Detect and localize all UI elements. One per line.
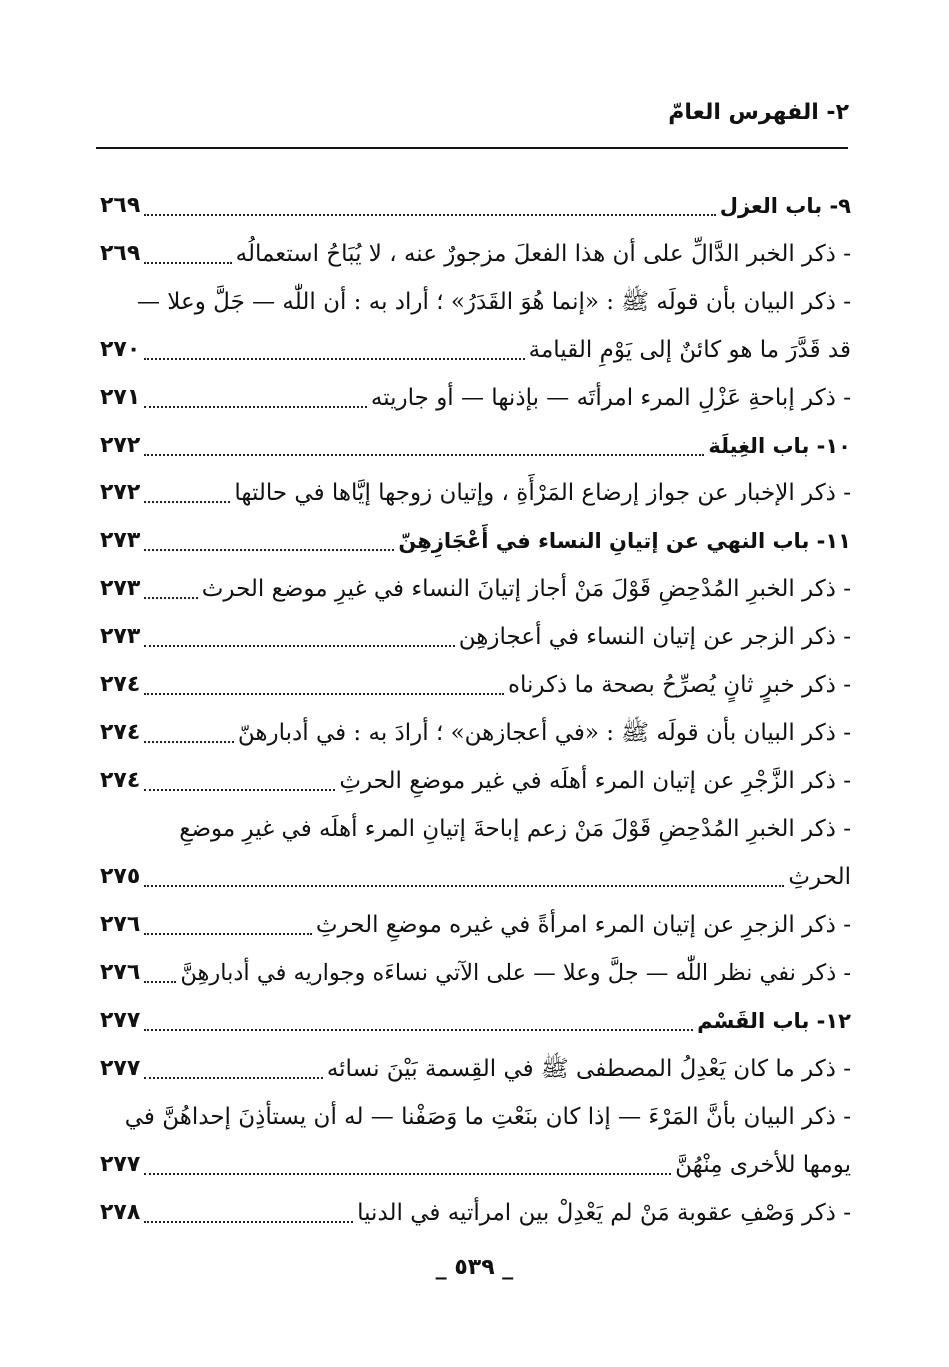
entry-page-number: ٢٧٣ <box>100 576 141 601</box>
chapter-heading: ١٠- باب الغِيلَة <box>708 434 851 458</box>
entry-page-number: ٢٧٧ <box>100 1152 141 1177</box>
dot-leader <box>144 213 715 216</box>
dot-leader <box>144 1076 323 1079</box>
entry-text: - ذكر البيان بأن قولَه ﷺ : «في أعجازهن» ؛ أرادَ به : في أدبارهنّ <box>237 720 851 746</box>
entry-page-number: ٢٧٤ <box>100 768 141 793</box>
index-entry-row <box>100 759 851 803</box>
entry-text: - ذكر إباحةِ عَزْلِ المرء امرأتَه — بإذنها — أو جاريته <box>370 385 851 411</box>
entry-text: يومها للأخرى مِنْهُنَّ <box>675 1152 851 1178</box>
index-entry-row <box>100 1143 851 1187</box>
dot-leader <box>144 405 367 408</box>
dot-leader <box>144 884 784 887</box>
entry-page-number: ٢٦٩ <box>100 241 141 266</box>
entry-text: - ذكر الخبر الدَّالِّ على أن هذا الفعلَ مزجورٌ عنه ، لا يُبَاحُ استعمالُه <box>235 241 851 267</box>
index-entry-row <box>100 807 851 851</box>
entry-page-number: ٢٧٨ <box>100 1200 141 1225</box>
entry-text: - ذكر الإخبار عن جواز إرضاع المَرْأَةِ ، وإتيان زوجها إيَّاها في حالتها <box>234 480 851 506</box>
entry-page-number: ٢٦٩ <box>100 193 141 218</box>
dot-leader <box>144 548 394 551</box>
running-header: ٢- الفهرس العامّ <box>668 100 849 125</box>
entry-text: - ذكر خبرٍ ثانٍ يُصرِّحُ بصحة ما ذكرناه <box>507 672 851 698</box>
entry-page-number: ٢٧٣ <box>100 528 141 553</box>
entry-text: - ذكر الزجرِ عن إتيان المرء امرأةً في غيره موضعِ الحرثِ <box>315 912 851 938</box>
index-entry-row <box>100 663 851 707</box>
page-number: _ ٥٣٩ _ <box>435 1255 514 1280</box>
chapter-heading: ١١- باب النهي عن إتيانِ النساء في أَعْجَازِهِنّ <box>398 529 851 553</box>
entry-page-number: ٢٧٦ <box>100 960 141 985</box>
entry-page-number: ٢٧٧ <box>100 1056 141 1081</box>
dot-leader <box>144 692 504 695</box>
entry-page-number: ٢٧٦ <box>100 912 141 937</box>
dot-leader <box>144 1220 353 1223</box>
entry-page-number: ٢٧٣ <box>100 624 141 649</box>
chapter-heading: ١٢- باب القَسْم <box>697 1009 851 1033</box>
dot-leader <box>144 453 704 456</box>
index-entry-row <box>100 711 851 755</box>
dot-leader <box>144 1172 671 1175</box>
entry-text: قد قَدَّرَ ما هو كائنٌ إلى يَوْمِ القيامة <box>528 337 851 363</box>
entry-page-number: ٢٧١ <box>100 385 141 410</box>
dot-leader <box>144 500 230 503</box>
dot-leader <box>144 357 524 360</box>
chapter-heading-row <box>100 424 851 468</box>
entry-text: - ذكر نفي نظر اللّٰه — جلَّ وعلا — على الآتي نساءَه وجواريه في أدبارهِنَّ <box>180 960 851 986</box>
index-entry-row <box>100 232 851 276</box>
dot-leader <box>144 644 454 647</box>
dot-leader <box>144 932 312 935</box>
entry-text: - ذكر الخبرِ المُدْحِضِ قَوْلَ مَنْ زعم إباحةَ إتيانِ المرء أهلَه في غيرِ موضعِ <box>179 816 851 842</box>
index-entry-row <box>100 1191 851 1235</box>
entry-page-number: ٢٧٢ <box>100 433 141 458</box>
index-entry-row <box>100 376 851 420</box>
entry-text: - ذكر ما كان يَعْدِلُ المصطفى ﷺ في القِسمة بَيْنَ نسائه <box>326 1056 851 1082</box>
chapter-heading-row <box>100 184 851 228</box>
chapter-heading: ٩- باب العزل <box>719 194 851 218</box>
index-entry-row <box>100 1095 851 1139</box>
index-entry-row <box>100 615 851 659</box>
index-entry-row <box>100 567 851 611</box>
entry-text: - ذكر البيان بأنَّ المَرْءَ — إذا كان بنَعْتِ ما وَصَفْنا — له أن يستأذِنَ إحداهُنَّ في <box>124 1104 851 1130</box>
entry-page-number: ٢٧٢ <box>100 480 141 505</box>
dot-leader <box>144 596 197 599</box>
index-entry-row <box>100 951 851 995</box>
entry-text: - ذكر البيان بأن قولَه ﷺ : «إنما هُوَ القَدَرُ» ؛ أراد به : أن اللّٰه — جَلَّ وعلا — <box>137 289 851 315</box>
entry-text: الحرثِ <box>788 864 851 890</box>
dot-leader <box>144 1028 693 1031</box>
index-entry-row <box>100 903 851 947</box>
chapter-heading-row <box>100 519 851 563</box>
entry-text: - ذكر الزَّجْرِ عن إتيان المرء أهلَه في غير موضعِ الحرثِ <box>339 768 851 794</box>
chapter-heading-row <box>100 999 851 1043</box>
entry-page-number: ٢٧٧ <box>100 1008 141 1033</box>
entry-text: - ذكر وَصْفِ عقوبة مَنْ لم يَعْدِلْ بين امرأتيه في الدنيا <box>357 1200 851 1226</box>
index-entry-row <box>100 280 851 324</box>
entry-text: - ذكر الخبرِ المُدْحِضِ قَوْلَ مَنْ أجاز إتيانَ النساء في غيرِ موضع الحرث <box>201 576 851 602</box>
dot-leader <box>144 261 231 264</box>
entry-page-number: ٢٧٤ <box>100 720 141 745</box>
index-entry-row <box>100 328 851 372</box>
index-entry-row <box>100 1047 851 1091</box>
dot-leader <box>144 788 335 791</box>
entry-page-number: ٢٧٠ <box>100 337 141 362</box>
dot-leader <box>144 740 234 743</box>
index-entry-row <box>100 471 851 515</box>
index-entry-row <box>100 855 851 899</box>
dot-leader <box>144 980 176 983</box>
entry-page-number: ٢٧٥ <box>100 864 141 889</box>
entry-text: - ذكر الزجر عن إتيان النساء في أعجازهِن <box>458 624 851 650</box>
entry-page-number: ٢٧٤ <box>100 672 141 697</box>
